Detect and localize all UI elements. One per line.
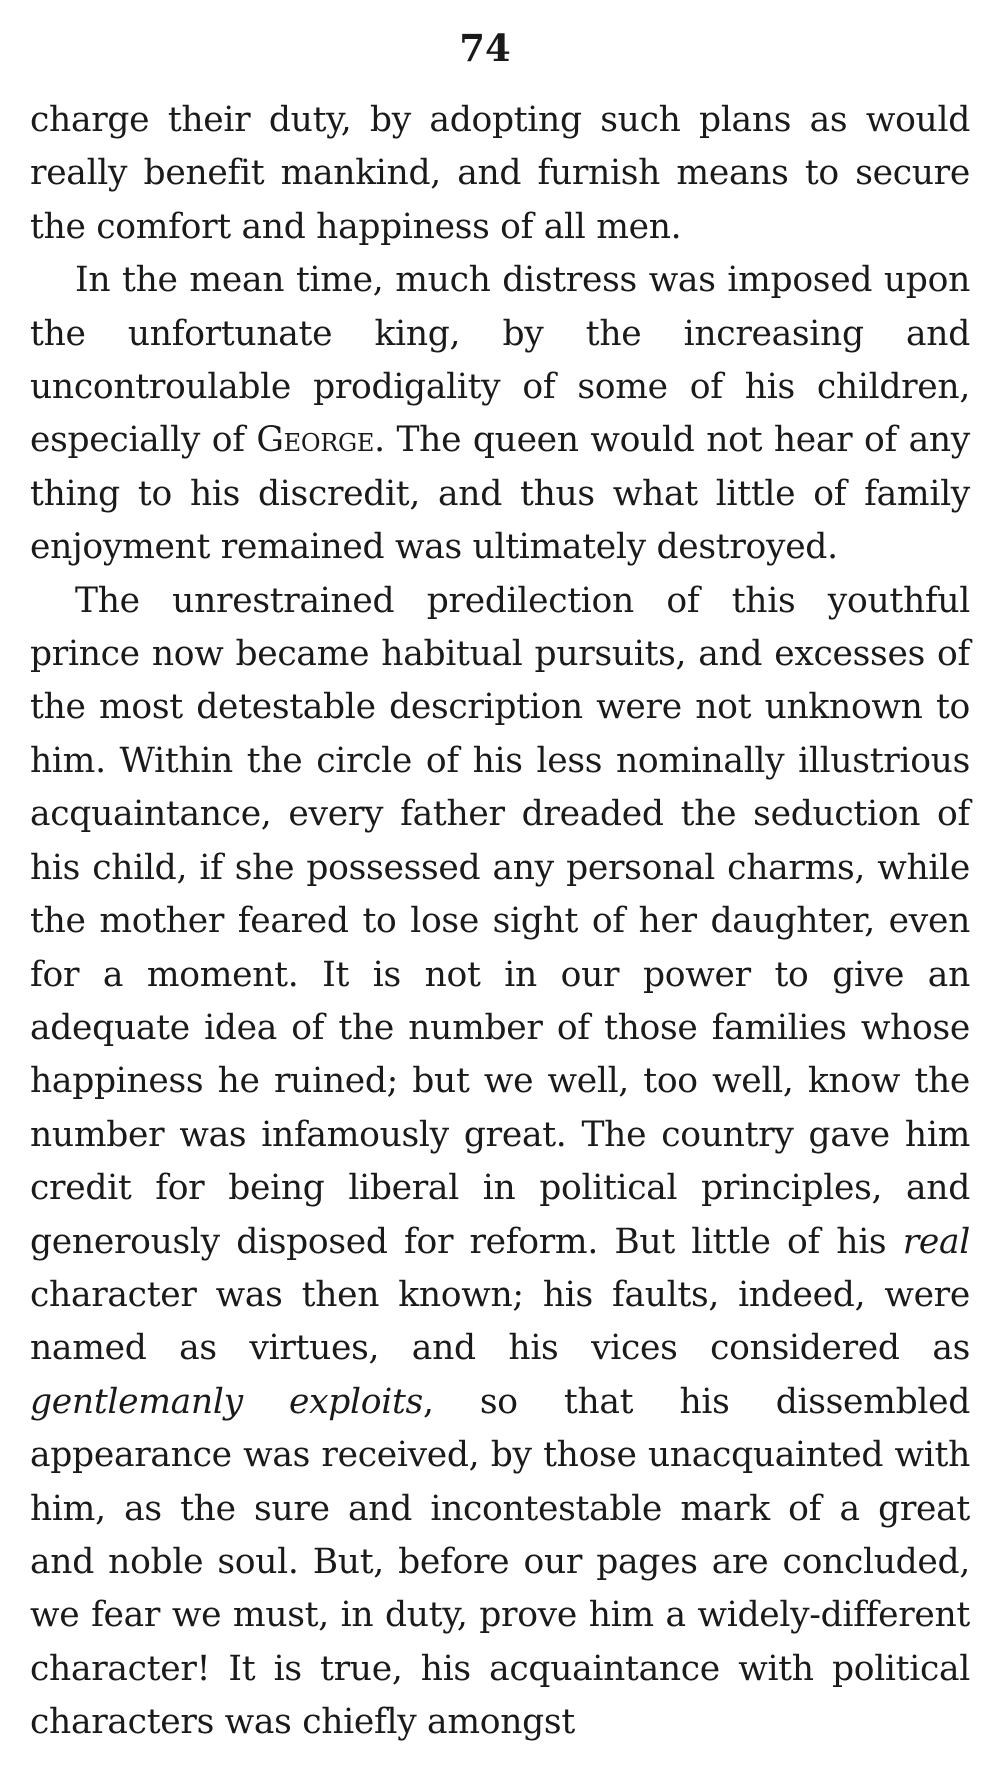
emphasis-real: real xyxy=(902,1221,970,1262)
paragraph-2 xyxy=(30,254,970,574)
paragraph-3-part-2: character was then known; his faults, indeed, were named as virtues, and his vices considered as xyxy=(30,1274,970,1369)
paragraph-3-part-1: The unrestrained predilection of this youthful prince now became habitual pursuits, and excesses of the most detestable description were not unknown to him. Within the circle of his less nominally illustrious acquaintance, every father dreaded the seduction of his child, if she possessed any personal charms, while the mother feared to lose sight of her daughter, even for a moment. It is not in our power to give an adequate idea of the number of those families whose happiness he ruined; but we well, too well, know the number was infamously great. The country gave him credit for being liberal in political principles, and generously disposed for reform. But little of his xyxy=(30,580,970,1262)
paragraph-1 xyxy=(30,94,970,254)
name-george: George xyxy=(256,420,375,461)
body-text xyxy=(30,94,970,1750)
paragraph-3 xyxy=(30,575,970,1750)
paragraph-1-text: charge their duty, by adopting such plans as would really benefit mankind, and furnish means to secure the comfort and happiness of all men. xyxy=(30,100,970,247)
paragraph-2-part-1: In the mean time, much distress was imposed upon the unfortunate king, by the increasing and uncontroulable prodigality of some of his children, especially of xyxy=(30,260,970,461)
paragraph-3-part-3: , so that his dissembled appearance was received, by those unacquainted with him, as the sure and incontestable mark of a great and noble soul. But, before our pages are concluded, we fear we must, in duty, prove him a widely-different character! It is true, his acquaintance with political characters was chiefly amongst xyxy=(30,1381,970,1743)
emphasis-gentlemanly-exploits: gentlemanly exploits xyxy=(30,1381,423,1422)
page-number: 74 xyxy=(459,26,511,70)
paragraph-2-part-2: . The queen would not hear of any thing to his discredit, and thus what little of family enjoyment remained was ultimately destroyed. xyxy=(30,420,970,568)
